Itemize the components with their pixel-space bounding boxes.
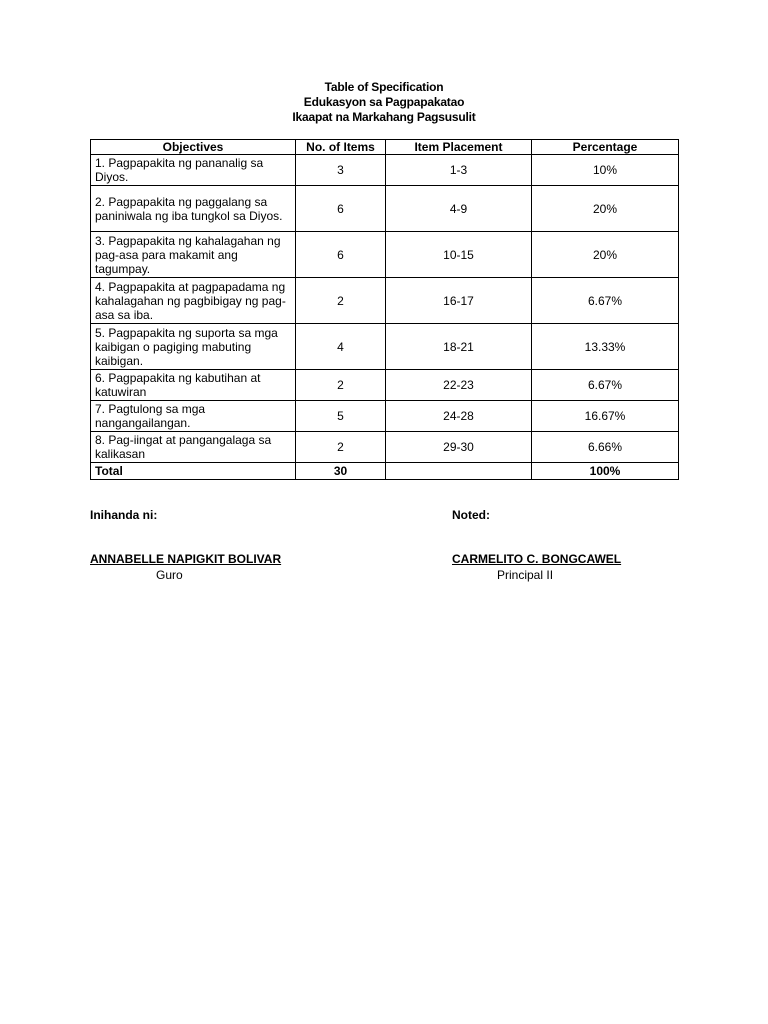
percentage-cell: 13.33%	[532, 324, 679, 370]
prepared-by-label	[90, 508, 157, 522]
items-cell: 2	[296, 370, 386, 401]
items-cell: 5	[296, 401, 386, 432]
objective-cell: 3. Pagpapakita ng kahalagahan ng pag-asa para makamit ang tagumpay.	[91, 232, 296, 278]
items-cell: 6	[296, 186, 386, 232]
objective-cell: 6. Pagpapakita ng kabutihan at katuwiran	[91, 370, 296, 401]
preparer-role: Guro	[156, 568, 183, 582]
table-row	[91, 278, 679, 324]
placement-cell: 29-30	[386, 432, 532, 463]
column-header-placement: Item Placement	[386, 140, 532, 155]
percentage-cell: 10%	[532, 155, 679, 186]
noter-role-block	[497, 568, 553, 582]
total-row	[91, 463, 679, 480]
document-title: Table of Specification	[324, 80, 444, 94]
table-row	[91, 155, 679, 186]
items-cell: 6	[296, 232, 386, 278]
column-header-percentage: Percentage	[532, 140, 679, 155]
objective-cell: 4. Pagpapakita at pagpapadama ng kahalagahan ng pagbibigay ng pag-asa sa iba.	[91, 278, 296, 324]
column-header-items: No. of Items	[296, 140, 386, 155]
placement-cell: 24-28	[386, 401, 532, 432]
column-header-objectives: Objectives	[91, 140, 296, 155]
table-row	[91, 324, 679, 370]
items-cell: 4	[296, 324, 386, 370]
preparer-role-block	[156, 568, 183, 582]
document-header	[0, 80, 768, 125]
placement-cell: 1-3	[386, 155, 532, 186]
table-row	[91, 432, 679, 463]
placement-cell: 16-17	[386, 278, 532, 324]
preparer-name: ANNABELLE NAPIGKIT BOLIVAR	[90, 552, 282, 566]
items-cell: 2	[296, 432, 386, 463]
percentage-cell: 6.67%	[532, 370, 679, 401]
placement-cell: 18-21	[386, 324, 532, 370]
document-subject: Edukasyon sa Pagpapakatao	[303, 95, 465, 109]
placement-cell: 4-9	[386, 186, 532, 232]
percentage-cell: 6.66%	[532, 432, 679, 463]
table-row	[91, 232, 679, 278]
objective-cell: 7. Pagtulong sa mga nangangailangan.	[91, 401, 296, 432]
preparer-name-block	[90, 552, 281, 566]
table-row	[91, 401, 679, 432]
percentage-cell: 20%	[532, 232, 679, 278]
specification-table	[90, 139, 679, 480]
percentage-cell: 16.67%	[532, 401, 679, 432]
objective-cell: 8. Pag-iingat at pangangalaga sa kalikasan	[91, 432, 296, 463]
objective-cell: 1. Pagpapakita ng pananalig sa Diyos.	[91, 155, 296, 186]
percentage-cell: 20%	[532, 186, 679, 232]
objective-cell: 5. Pagpapakita ng suporta sa mga kaibigan o pagiging mabuting kaibigan.	[91, 324, 296, 370]
placement-cell: 22-23	[386, 370, 532, 401]
table-header-row	[91, 140, 679, 155]
total-percentage: 100%	[532, 463, 679, 480]
table-row	[91, 186, 679, 232]
percentage-cell: 6.67%	[532, 278, 679, 324]
placement-cell: 10-15	[386, 232, 532, 278]
objective-cell: 2. Pagpapakita ng paggalang sa paniniwala ng iba tungkol sa Diyos.	[91, 186, 296, 232]
items-cell: 3	[296, 155, 386, 186]
noted-label	[452, 508, 490, 522]
noter-role: Principal II	[497, 568, 554, 582]
total-label: Total	[91, 463, 296, 480]
noted-text: Noted:	[452, 508, 490, 522]
noter-name: CARMELITO C. BONGCAWEL	[452, 552, 622, 566]
items-cell: 2	[296, 278, 386, 324]
noter-name-block	[452, 552, 621, 566]
table-row	[91, 370, 679, 401]
total-placement	[386, 463, 532, 480]
document-quarter: Ikaapat na Markahang Pagsusulit	[292, 110, 476, 124]
prepared-by-text: Inihanda ni:	[90, 508, 158, 522]
total-items: 30	[296, 463, 386, 480]
